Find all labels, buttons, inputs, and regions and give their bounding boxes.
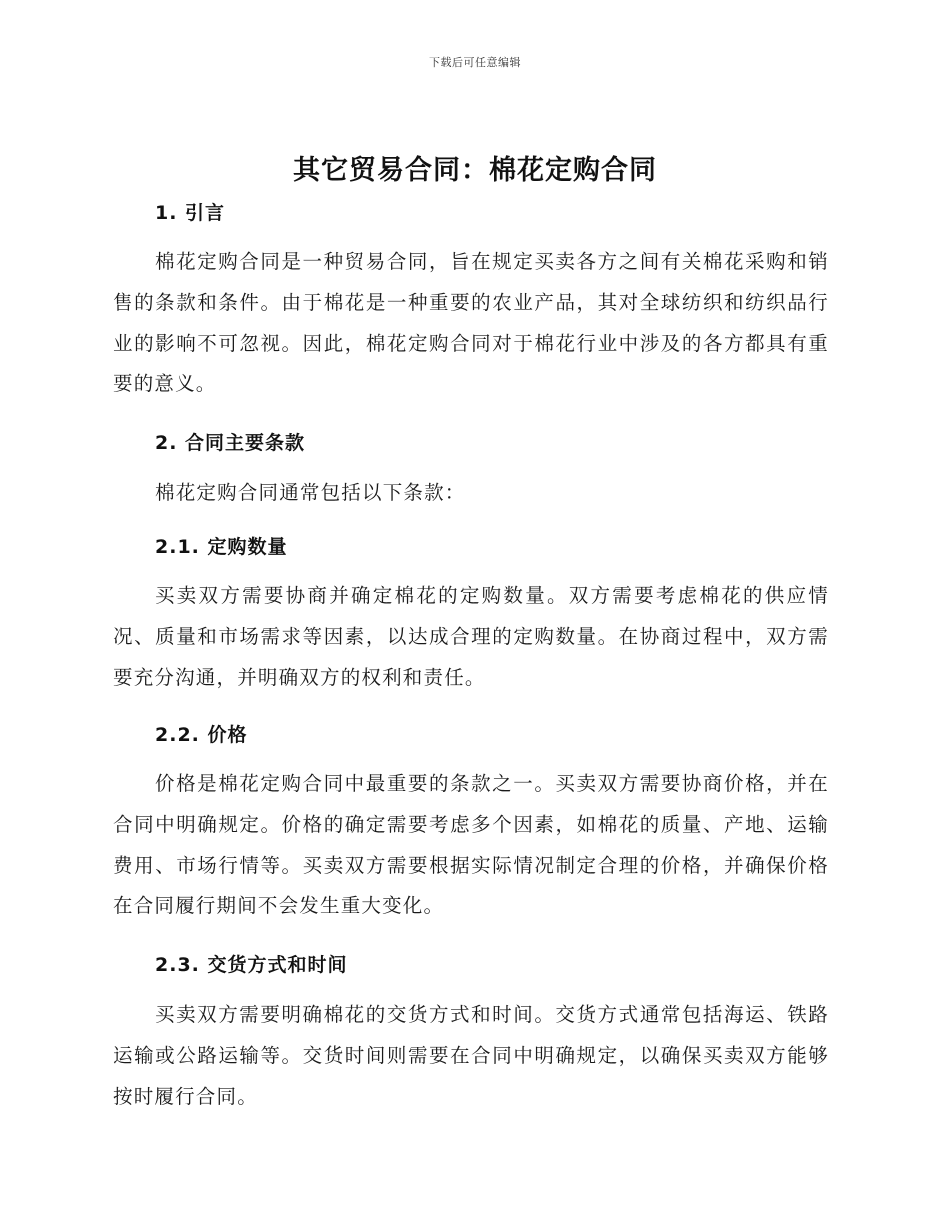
section-text-intro: 棉花定购合同是一种贸易合同，旨在规定买卖各方之间有关棉花采购和销售的条款和条件。由于棉花是一种重要的农业产品，其对全球纺织和纺织品行业的影响不可忽视。因此，棉花定购合同对于棉花行业中涉及的各方都具有重要的意义。 — [113, 250, 829, 396]
section-heading-delivery: 2.3. 交货方式和时间 — [155, 954, 348, 976]
section-heading-intro: 1. 引言 — [155, 202, 226, 224]
section-text-delivery: 买卖双方需要明确棉花的交货方式和时间。交货方式通常包括海运、铁路运输或公路运输等。交货时间则需要在合同中明确规定，以确保买卖双方能够按时履行合同。 — [113, 1003, 829, 1108]
section-text-quantity: 买卖双方需要协商并确定棉花的定购数量。双方需要考虑棉花的供应情况、质量和市场需求等因素，以达成合理的定购数量。在协商过程中，双方需要充分沟通，并明确双方的权利和责任。 — [113, 584, 829, 689]
section-text-price: 价格是棉花定购合同中最重要的条款之一。买卖双方需要协商价格，并在合同中明确规定。价格的确定需要考虑多个因素，如棉花的质量、产地、运输费用、市场行情等。买卖双方需要根据实际情况制定合理的价格，并确保价格在合同履行期间不会发生重大变化。 — [113, 772, 829, 918]
section-heading-main-terms: 2. 合同主要条款 — [155, 432, 306, 454]
header-note: 下载后可任意编辑 — [429, 56, 521, 69]
section-heading-quantity: 2.1. 定购数量 — [155, 536, 288, 558]
section-text-main-terms: 棉花定购合同通常包括以下条款： — [155, 481, 466, 504]
section-heading-price: 2.2. 价格 — [155, 724, 248, 746]
document-title: 其它贸易合同：棉花定购合同 — [293, 155, 657, 186]
